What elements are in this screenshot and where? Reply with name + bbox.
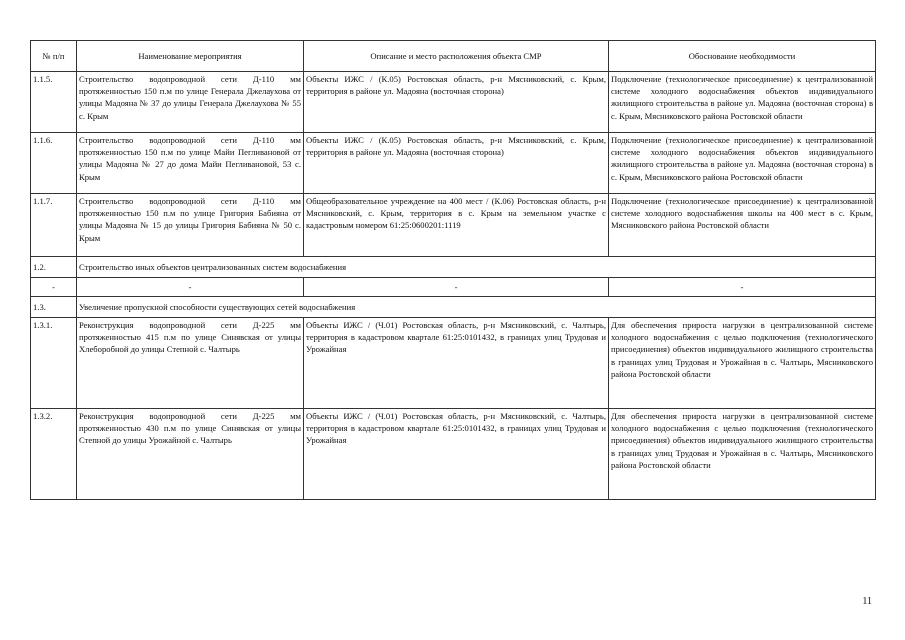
header-reason: Обоснование необходимости (609, 41, 876, 72)
dash-cell: - (609, 278, 876, 297)
row-description: Объекты ИЖС / (К.05) Ростовская область, р-н Мясниковский, с. Крым, территория в районе ул. Мадояна (восточная сторона) (304, 72, 609, 133)
section-number: 1.2. (31, 257, 77, 278)
row-number: 1.1.6. (31, 133, 77, 194)
row-name: Реконструкция водопроводной сети Д-225 мм протяженностью 430 п.м по улице Синявская от улицы Степной до улицы Урожайной с. Чалтырь (77, 409, 304, 500)
measures-table (30, 40, 876, 500)
header-name: Наименование мероприятия (77, 41, 304, 72)
row-reason: Подключение (технологическое присоединение) к централизованной системе холодного водоснабжения объектов индивидуального жилищного строительства в районе ул. Мадояна (восточная сторона) в с. Крым, Мясниковского района Ростовской области (609, 133, 876, 194)
row-name: Строительство водопроводной сети Д-110 мм протяженностью 150 п.м по улице Майи Пегливановой от улицы Мадояна № 27 до дома Майи Пегливановой, 53 с. Крым (77, 133, 304, 194)
table-row (31, 409, 876, 500)
section-row (31, 297, 876, 318)
row-number: 1.3.1. (31, 318, 77, 409)
row-reason: Подключение (технологическое присоединение) к централизованной системе холодного водоснабжения школы на 400 мест в с. Крым, Мясниковского района Ростовской области (609, 194, 876, 257)
table-row (31, 133, 876, 194)
row-description: Общеобразовательное учреждение на 400 мест / (К.06) Ростовская область, р-н Мясниковский, с. Крым, территория в с. Крым на земельном участке с кадастровым номером 61:25:0600201:1119 (304, 194, 609, 257)
section-number: 1.3. (31, 297, 77, 318)
row-description: Объекты ИЖС / (К.05) Ростовская область, р-н Мясниковский, с. Крым, территория в районе ул. Мадояна (восточная сторона) (304, 133, 609, 194)
row-name: Строительство водопроводной сети Д-110 мм протяженностью 150 п.м по улице Григория Бабияна от улицы Мадояна № 15 до улицы Григория Бабияна № 50 с. Крым (77, 194, 304, 257)
empty-row (31, 278, 876, 297)
row-reason: Для обеспечения прироста нагрузки в централизованной системе холодного водоснабжения с целью подключения (технологического присоединения) объектов индивидуального жилищного строительства в границах улиц Трудовая и Урожайная в с. Чалтырь, Мясниковского района Ростовской области (609, 318, 876, 409)
row-description: Объекты ИЖС / (Ч.01) Ростовская область, р-н Мясниковский, с. Чалтырь, территория в кадастровом квартале 61:25:0101432, в границах улиц Трудовая и Урожайная (304, 318, 609, 409)
row-name: Строительство водопроводной сети Д-110 мм протяженностью 150 п.м по улице Генерала Джелаухова от улицы Мадояна № 37 до улицы Генерала Джелаухова № 55 с. Крым (77, 72, 304, 133)
row-reason: Подключение (технологическое присоединение) к централизованной системе холодного водоснабжения объектов индивидуального жилищного строительства в районе ул. Мадояна (восточная сторона) в с. Крым, Мясниковского района Ростовской области (609, 72, 876, 133)
dash-cell: - (77, 278, 304, 297)
row-name: Реконструкция водопроводной сети Д-225 мм протяженностью 415 п.м по улице Синявская от улицы Хлеборобной до улицы Степной с. Чалтырь (77, 318, 304, 409)
table-row (31, 318, 876, 409)
section-row (31, 257, 876, 278)
row-number: 1.1.7. (31, 194, 77, 257)
row-description: Объекты ИЖС / (Ч.01) Ростовская область, р-н Мясниковский, с. Чалтырь, территория в кадастровом квартале 61:25:0101432, в границах улиц Трудовая и Урожайная (304, 409, 609, 500)
header-number: № п/п (31, 41, 77, 72)
dash-cell: - (304, 278, 609, 297)
row-reason: Для обеспечения прироста нагрузки в централизованной системе холодного водоснабжения с целью подключения (технологического присоединения) объектов индивидуального жилищного строительства в границах улиц Трудовая и Урожайная в с. Чалтырь, Мясниковского района Ростовской области (609, 409, 876, 500)
section-title: Увеличение пропускной способности существующих сетей водоснабжения (77, 297, 876, 318)
header-description: Описание и место расположения объекта СМР (304, 41, 609, 72)
row-number: 1.3.2. (31, 409, 77, 500)
table-row (31, 194, 876, 257)
dash-cell: - (31, 278, 77, 297)
section-title: Строительство иных объектов централизованных систем водоснабжения (77, 257, 876, 278)
table-row (31, 72, 876, 133)
table-header-row (31, 41, 876, 72)
page-number: 11 (862, 596, 872, 607)
row-number: 1.1.5. (31, 72, 77, 133)
